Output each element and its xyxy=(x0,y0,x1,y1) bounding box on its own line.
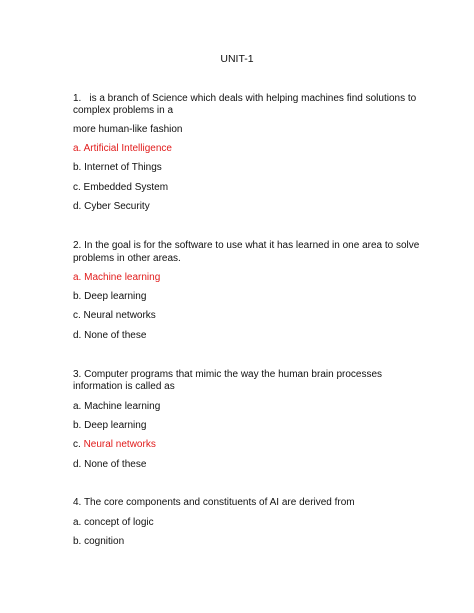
question-1-text: is a branch of Science which deals with helping machines find solutions to xyxy=(89,93,417,104)
page-title: UNIT-1 xyxy=(220,53,254,65)
question-3-option-a: a. Machine learning xyxy=(73,401,161,412)
question-4-line-1: 4. The core components and constituents of AI are derived from xyxy=(73,497,355,508)
question-1-option-a: a. Artificial Intelligence xyxy=(73,143,172,154)
question-3-option-b: b. Deep learning xyxy=(73,420,147,431)
question-1-number: 1. xyxy=(73,93,82,104)
question-3-option-c-prefix: c. xyxy=(73,439,84,450)
question-2-option-b: b. Deep learning xyxy=(73,291,147,302)
question-2-option-c: c. Neural networks xyxy=(73,310,156,321)
question-2-line-1: 2. In the goal is for the software to use what it has learned in one area to solve xyxy=(73,240,420,251)
question-2-option-d: d. None of these xyxy=(73,330,147,341)
question-2-option-a: a. Machine learning xyxy=(73,272,161,283)
question-1-line-1 xyxy=(73,93,416,105)
question-1-line-2: complex problems in a xyxy=(73,105,174,116)
question-2-line-2: problems in other areas. xyxy=(73,253,181,264)
question-3-option-d: d. None of these xyxy=(73,459,147,470)
question-3-option-c xyxy=(73,439,156,451)
question-1-option-d: d. Cyber Security xyxy=(73,201,150,212)
question-1-option-b: b. Internet of Things xyxy=(73,162,162,173)
question-3-line-2: information is called as xyxy=(73,381,175,392)
question-1-option-c: c. Embedded System xyxy=(73,182,169,193)
question-1-line-3: more human-like fashion xyxy=(73,124,183,135)
question-3-line-1: 3. Computer programs that mimic the way the human brain processes xyxy=(73,369,383,380)
question-4-option-a: a. concept of logic xyxy=(73,517,154,528)
question-3-option-c-answer: Neural networks xyxy=(83,439,156,450)
question-4-option-b: b. cognition xyxy=(73,536,125,547)
